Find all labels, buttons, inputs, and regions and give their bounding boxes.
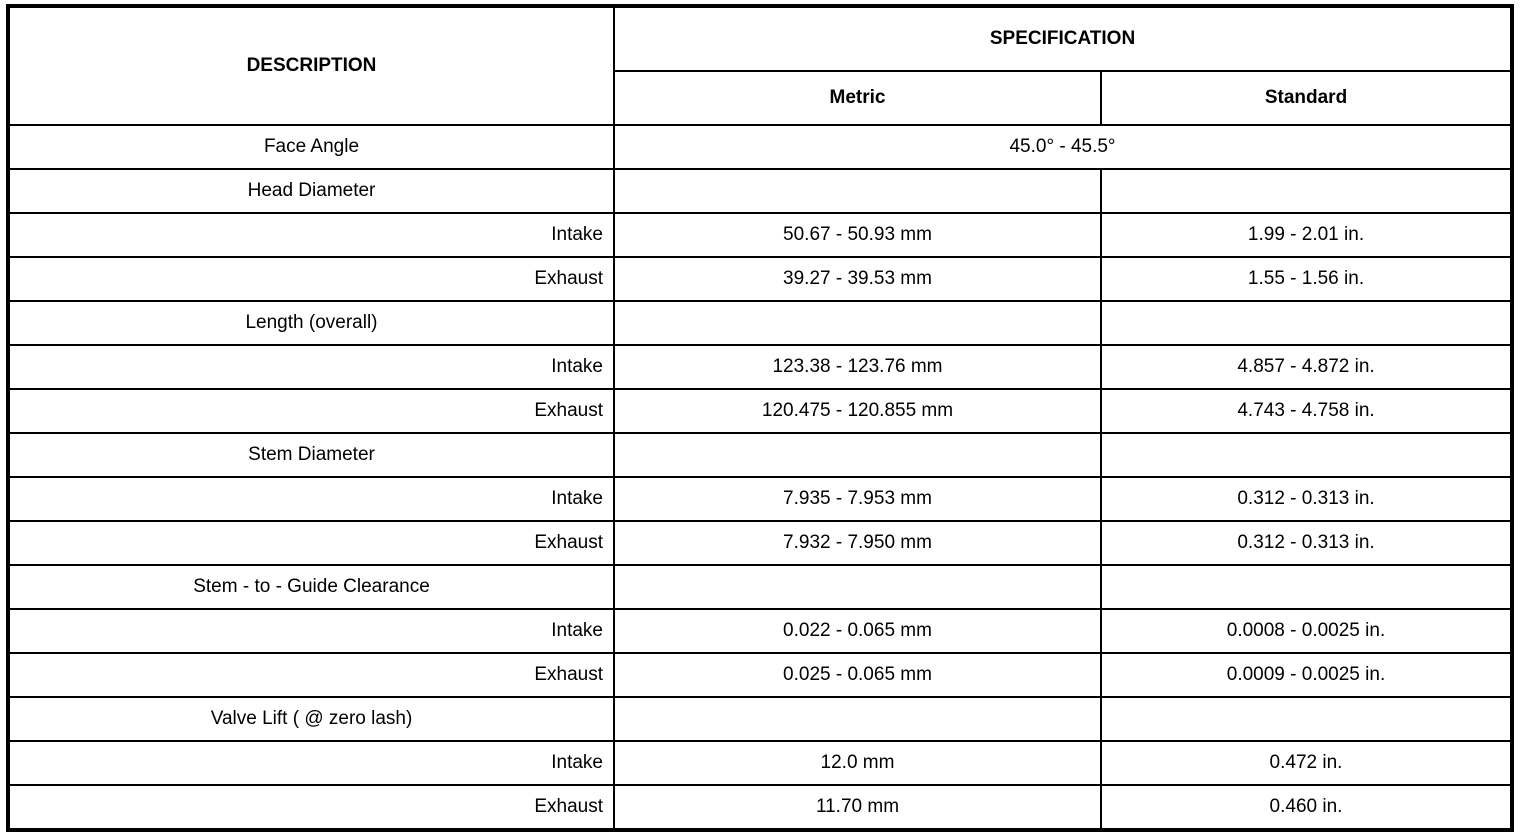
row-label-sub: Exhaust bbox=[8, 521, 614, 565]
row-label-sub: Intake bbox=[8, 477, 614, 521]
row-value-metric: 11.70 mm bbox=[614, 785, 1101, 830]
row-value-standard bbox=[1101, 433, 1512, 477]
table-row bbox=[8, 653, 1512, 697]
table-row bbox=[8, 477, 1512, 521]
table-row bbox=[8, 521, 1512, 565]
row-value-combined: 45.0° - 45.5° bbox=[614, 125, 1512, 169]
row-value-standard bbox=[1101, 301, 1512, 345]
row-label-sub: Exhaust bbox=[8, 257, 614, 301]
row-value-metric: 39.27 - 39.53 mm bbox=[614, 257, 1101, 301]
row-value-standard: 1.55 - 1.56 in. bbox=[1101, 257, 1512, 301]
table-header-row-main bbox=[8, 6, 1512, 71]
table-row bbox=[8, 565, 1512, 609]
row-value-metric bbox=[614, 301, 1101, 345]
row-value-standard: 1.99 - 2.01 in. bbox=[1101, 213, 1512, 257]
table-row bbox=[8, 609, 1512, 653]
table-row bbox=[8, 345, 1512, 389]
table-row bbox=[8, 697, 1512, 741]
table-row bbox=[8, 125, 1512, 169]
header-specification: SPECIFICATION bbox=[614, 6, 1512, 71]
row-value-standard bbox=[1101, 565, 1512, 609]
row-value-metric: 7.932 - 7.950 mm bbox=[614, 521, 1101, 565]
row-value-standard bbox=[1101, 169, 1512, 213]
row-value-standard: 0.312 - 0.313 in. bbox=[1101, 477, 1512, 521]
row-value-standard: 0.312 - 0.313 in. bbox=[1101, 521, 1512, 565]
valve-specification-table bbox=[6, 4, 1514, 832]
row-value-standard: 0.0008 - 0.0025 in. bbox=[1101, 609, 1512, 653]
row-label-sub: Intake bbox=[8, 213, 614, 257]
table-row bbox=[8, 257, 1512, 301]
row-label-sub: Intake bbox=[8, 741, 614, 785]
row-label-sub: Exhaust bbox=[8, 389, 614, 433]
row-label-group: Face Angle bbox=[8, 125, 614, 169]
row-value-metric: 0.025 - 0.065 mm bbox=[614, 653, 1101, 697]
row-label-sub: Intake bbox=[8, 609, 614, 653]
row-value-metric bbox=[614, 565, 1101, 609]
row-value-metric bbox=[614, 697, 1101, 741]
row-label-sub: Exhaust bbox=[8, 653, 614, 697]
row-value-metric: 120.475 - 120.855 mm bbox=[614, 389, 1101, 433]
header-standard: Standard bbox=[1101, 71, 1512, 125]
table-row bbox=[8, 433, 1512, 477]
row-value-standard bbox=[1101, 697, 1512, 741]
row-label-group: Length (overall) bbox=[8, 301, 614, 345]
row-value-metric: 7.935 - 7.953 mm bbox=[614, 477, 1101, 521]
table-row bbox=[8, 169, 1512, 213]
row-value-standard: 0.0009 - 0.0025 in. bbox=[1101, 653, 1512, 697]
table-row bbox=[8, 389, 1512, 433]
table-body bbox=[8, 6, 1512, 830]
row-label-sub: Exhaust bbox=[8, 785, 614, 830]
table-row bbox=[8, 213, 1512, 257]
row-value-metric bbox=[614, 433, 1101, 477]
row-label-group: Stem Diameter bbox=[8, 433, 614, 477]
table-row bbox=[8, 785, 1512, 830]
table-row bbox=[8, 301, 1512, 345]
header-description: DESCRIPTION bbox=[8, 6, 614, 125]
row-value-standard: 0.460 in. bbox=[1101, 785, 1512, 830]
row-label-sub: Intake bbox=[8, 345, 614, 389]
row-label-group: Head Diameter bbox=[8, 169, 614, 213]
row-value-metric: 12.0 mm bbox=[614, 741, 1101, 785]
row-value-metric: 123.38 - 123.76 mm bbox=[614, 345, 1101, 389]
row-label-group: Stem - to - Guide Clearance bbox=[8, 565, 614, 609]
row-label-group: Valve Lift ( @ zero lash) bbox=[8, 697, 614, 741]
row-value-metric bbox=[614, 169, 1101, 213]
row-value-standard: 0.472 in. bbox=[1101, 741, 1512, 785]
table-row bbox=[8, 741, 1512, 785]
row-value-metric: 0.022 - 0.065 mm bbox=[614, 609, 1101, 653]
row-value-standard: 4.743 - 4.758 in. bbox=[1101, 389, 1512, 433]
header-metric: Metric bbox=[614, 71, 1101, 125]
row-value-metric: 50.67 - 50.93 mm bbox=[614, 213, 1101, 257]
row-value-standard: 4.857 - 4.872 in. bbox=[1101, 345, 1512, 389]
